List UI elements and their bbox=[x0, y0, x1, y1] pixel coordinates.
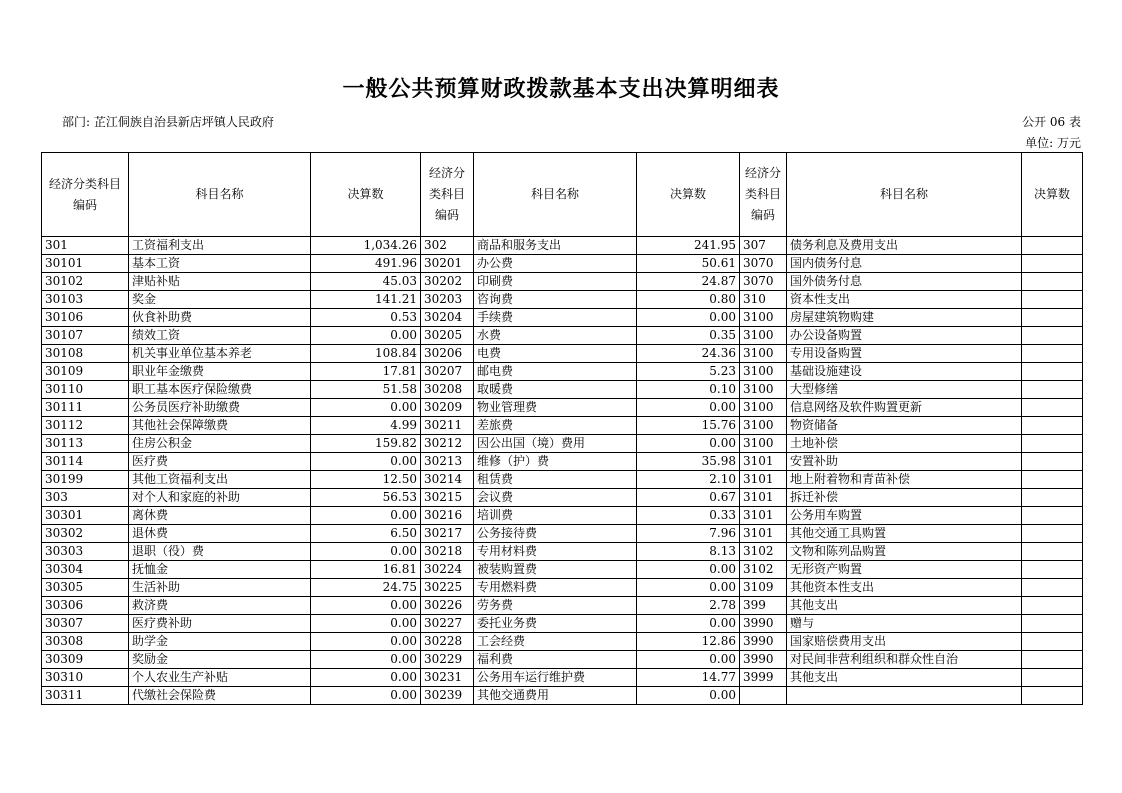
name-cell: 国外债务付息 bbox=[787, 273, 1022, 291]
name-cell: 助学金 bbox=[129, 633, 311, 651]
amount-cell: 0.00 bbox=[311, 651, 421, 669]
table-row bbox=[42, 633, 1083, 651]
amount-cell: 0.35 bbox=[637, 327, 740, 345]
amount-cell: 50.61 bbox=[637, 255, 740, 273]
table-row bbox=[42, 615, 1083, 633]
amount-cell bbox=[1022, 597, 1083, 615]
amount-cell: 2.78 bbox=[637, 597, 740, 615]
code-cell: 30207 bbox=[421, 363, 474, 381]
name-cell: 国家赔偿费用支出 bbox=[787, 633, 1022, 651]
amount-cell bbox=[1022, 435, 1083, 453]
table-header-row bbox=[42, 153, 1083, 237]
amount-cell bbox=[1022, 345, 1083, 363]
code-cell: 30227 bbox=[421, 615, 474, 633]
amount-cell: 0.53 bbox=[311, 309, 421, 327]
amount-cell: 35.98 bbox=[637, 453, 740, 471]
code-cell: 30215 bbox=[421, 489, 474, 507]
code-cell: 30239 bbox=[421, 687, 474, 705]
name-cell: 会议费 bbox=[474, 489, 637, 507]
amount-cell bbox=[1022, 453, 1083, 471]
code-cell: 30103 bbox=[42, 291, 129, 309]
table-row bbox=[42, 237, 1083, 255]
code-cell: 30228 bbox=[421, 633, 474, 651]
amount-cell: 0.10 bbox=[637, 381, 740, 399]
code-cell: 30225 bbox=[421, 579, 474, 597]
name-cell: 公务用车购置 bbox=[787, 507, 1022, 525]
name-cell: 取暖费 bbox=[474, 381, 637, 399]
name-cell: 培训费 bbox=[474, 507, 637, 525]
code-cell: 30218 bbox=[421, 543, 474, 561]
code-cell: 3100 bbox=[740, 399, 787, 417]
name-cell: 对个人和家庭的补助 bbox=[129, 489, 311, 507]
name-cell: 对民间非营利组织和群众性自治 bbox=[787, 651, 1022, 669]
name-cell: 工会经费 bbox=[474, 633, 637, 651]
code-cell: 30311 bbox=[42, 687, 129, 705]
name-cell: 其他支出 bbox=[787, 669, 1022, 687]
amount-cell: 51.58 bbox=[311, 381, 421, 399]
code-cell: 30309 bbox=[42, 651, 129, 669]
amount-cell: 0.00 bbox=[311, 669, 421, 687]
header-amount-1: 决算数 bbox=[311, 153, 421, 237]
amount-cell: 45.03 bbox=[311, 273, 421, 291]
code-cell: 3102 bbox=[740, 543, 787, 561]
table-row bbox=[42, 543, 1083, 561]
code-cell: 3070 bbox=[740, 255, 787, 273]
table-row bbox=[42, 363, 1083, 381]
amount-cell bbox=[1022, 471, 1083, 489]
code-cell: 30102 bbox=[42, 273, 129, 291]
amount-cell: 0.80 bbox=[637, 291, 740, 309]
name-cell: 赠与 bbox=[787, 615, 1022, 633]
amount-cell: 0.00 bbox=[637, 579, 740, 597]
code-cell: 3101 bbox=[740, 507, 787, 525]
code-cell: 307 bbox=[740, 237, 787, 255]
code-cell: 30213 bbox=[421, 453, 474, 471]
code-cell: 30304 bbox=[42, 561, 129, 579]
table-row bbox=[42, 399, 1083, 417]
name-cell: 个人农业生产补贴 bbox=[129, 669, 311, 687]
amount-cell: 0.00 bbox=[311, 453, 421, 471]
code-cell: 3100 bbox=[740, 417, 787, 435]
code-cell: 3990 bbox=[740, 633, 787, 651]
code-cell: 3999 bbox=[740, 669, 787, 687]
name-cell: 维修（护）费 bbox=[474, 453, 637, 471]
name-cell: 物业管理费 bbox=[474, 399, 637, 417]
name-cell: 医疗费补助 bbox=[129, 615, 311, 633]
report-title: 一般公共预算财政拨款基本支出决算明细表 bbox=[342, 76, 780, 102]
header-name-3: 科目名称 bbox=[787, 153, 1022, 237]
table-row bbox=[42, 345, 1083, 363]
name-cell: 文物和陈列品购置 bbox=[787, 543, 1022, 561]
name-cell: 水费 bbox=[474, 327, 637, 345]
amount-cell: 0.00 bbox=[311, 507, 421, 525]
amount-cell: 491.96 bbox=[311, 255, 421, 273]
name-cell: 地上附着物和青苗补偿 bbox=[787, 471, 1022, 489]
name-cell: 租赁费 bbox=[474, 471, 637, 489]
amount-cell bbox=[1022, 633, 1083, 651]
name-cell: 拆迁补偿 bbox=[787, 489, 1022, 507]
code-cell: 30224 bbox=[421, 561, 474, 579]
code-cell: 3101 bbox=[740, 489, 787, 507]
amount-cell bbox=[1022, 255, 1083, 273]
code-cell: 30212 bbox=[421, 435, 474, 453]
name-cell: 国内债务付息 bbox=[787, 255, 1022, 273]
code-cell: 30110 bbox=[42, 381, 129, 399]
name-cell: 离休费 bbox=[129, 507, 311, 525]
code-cell: 3990 bbox=[740, 615, 787, 633]
code-cell: 399 bbox=[740, 597, 787, 615]
code-cell: 30112 bbox=[42, 417, 129, 435]
name-cell: 被装购置费 bbox=[474, 561, 637, 579]
name-cell: 专用材料费 bbox=[474, 543, 637, 561]
name-cell: 委托业务费 bbox=[474, 615, 637, 633]
amount-cell: 141.21 bbox=[311, 291, 421, 309]
code-cell: 3102 bbox=[740, 561, 787, 579]
amount-cell bbox=[1022, 237, 1083, 255]
name-cell: 其他交通费用 bbox=[474, 687, 637, 705]
name-cell: 其他工资福利支出 bbox=[129, 471, 311, 489]
code-cell: 30301 bbox=[42, 507, 129, 525]
code-cell: 30216 bbox=[421, 507, 474, 525]
code-cell: 30107 bbox=[42, 327, 129, 345]
header-code-3: 经济分类科目编码 bbox=[740, 153, 787, 237]
code-cell: 30303 bbox=[42, 543, 129, 561]
name-cell: 职工基本医疗保险缴费 bbox=[129, 381, 311, 399]
name-cell: 代缴社会保险费 bbox=[129, 687, 311, 705]
name-cell: 奖励金 bbox=[129, 651, 311, 669]
code-cell: 3070 bbox=[740, 273, 787, 291]
name-cell: 电费 bbox=[474, 345, 637, 363]
code-cell: 30308 bbox=[42, 633, 129, 651]
amount-cell bbox=[1022, 579, 1083, 597]
amount-cell: 2.10 bbox=[637, 471, 740, 489]
name-cell: 其他交通工具购置 bbox=[787, 525, 1022, 543]
name-cell: 差旅费 bbox=[474, 417, 637, 435]
table-row bbox=[42, 651, 1083, 669]
table-row bbox=[42, 579, 1083, 597]
table-row bbox=[42, 417, 1083, 435]
table-row bbox=[42, 471, 1083, 489]
amount-cell bbox=[1022, 327, 1083, 345]
name-cell: 救济费 bbox=[129, 597, 311, 615]
code-cell: 30113 bbox=[42, 435, 129, 453]
table-row bbox=[42, 489, 1083, 507]
code-cell: 30203 bbox=[421, 291, 474, 309]
name-cell: 基本工资 bbox=[129, 255, 311, 273]
amount-cell: 0.00 bbox=[311, 597, 421, 615]
code-cell: 3100 bbox=[740, 345, 787, 363]
name-cell: 咨询费 bbox=[474, 291, 637, 309]
amount-cell: 56.53 bbox=[311, 489, 421, 507]
amount-cell: 5.23 bbox=[637, 363, 740, 381]
amount-cell bbox=[1022, 291, 1083, 309]
amount-cell: 0.00 bbox=[637, 435, 740, 453]
code-cell: 301 bbox=[42, 237, 129, 255]
amount-cell bbox=[1022, 273, 1083, 291]
code-cell: 30101 bbox=[42, 255, 129, 273]
amount-cell bbox=[1022, 309, 1083, 327]
header-name-2: 科目名称 bbox=[474, 153, 637, 237]
unit-label: 单位: 万元 bbox=[1025, 136, 1081, 150]
name-cell: 信息网络及软件购置更新 bbox=[787, 399, 1022, 417]
name-cell: 退职（役）费 bbox=[129, 543, 311, 561]
name-cell: 其他社会保障缴费 bbox=[129, 417, 311, 435]
amount-cell: 17.81 bbox=[311, 363, 421, 381]
code-cell: 30106 bbox=[42, 309, 129, 327]
code-cell: 3109 bbox=[740, 579, 787, 597]
name-cell: 其他资本性支出 bbox=[787, 579, 1022, 597]
amount-cell bbox=[1022, 399, 1083, 417]
code-cell: 3990 bbox=[740, 651, 787, 669]
table-row bbox=[42, 273, 1083, 291]
amount-cell: 4.99 bbox=[311, 417, 421, 435]
amount-cell bbox=[1022, 363, 1083, 381]
name-cell: 生活补助 bbox=[129, 579, 311, 597]
code-cell: 30114 bbox=[42, 453, 129, 471]
amount-cell bbox=[1022, 687, 1083, 705]
amount-cell: 159.82 bbox=[311, 435, 421, 453]
table-row bbox=[42, 327, 1083, 345]
code-cell: 30307 bbox=[42, 615, 129, 633]
amount-cell: 8.13 bbox=[637, 543, 740, 561]
name-cell: 土地补偿 bbox=[787, 435, 1022, 453]
name-cell: 公务用车运行维护费 bbox=[474, 669, 637, 687]
amount-cell: 108.84 bbox=[311, 345, 421, 363]
table-row bbox=[42, 435, 1083, 453]
name-cell: 伙食补助费 bbox=[129, 309, 311, 327]
table-body bbox=[42, 237, 1083, 705]
code-cell: 3100 bbox=[740, 381, 787, 399]
code-cell: 30209 bbox=[421, 399, 474, 417]
amount-cell bbox=[1022, 669, 1083, 687]
amount-cell: 241.95 bbox=[637, 237, 740, 255]
code-cell: 30202 bbox=[421, 273, 474, 291]
amount-cell: 16.81 bbox=[311, 561, 421, 579]
amount-cell: 7.96 bbox=[637, 525, 740, 543]
name-cell: 其他支出 bbox=[787, 597, 1022, 615]
code-cell: 3101 bbox=[740, 453, 787, 471]
code-cell: 30111 bbox=[42, 399, 129, 417]
name-cell: 工资福利支出 bbox=[129, 237, 311, 255]
name-cell: 印刷费 bbox=[474, 273, 637, 291]
amount-cell bbox=[1022, 525, 1083, 543]
code-cell: 30305 bbox=[42, 579, 129, 597]
name-cell: 机关事业单位基本养老 bbox=[129, 345, 311, 363]
amount-cell bbox=[1022, 651, 1083, 669]
code-cell: 30302 bbox=[42, 525, 129, 543]
expenditure-table bbox=[41, 152, 1083, 705]
table-row bbox=[42, 687, 1083, 705]
header-code-1: 经济分类科目编码 bbox=[42, 153, 129, 237]
name-cell: 办公设备购置 bbox=[787, 327, 1022, 345]
table-row bbox=[42, 309, 1083, 327]
department-label: 部门: 芷江侗族自治县新店坪镇人民政府 bbox=[62, 115, 274, 129]
code-cell: 30229 bbox=[421, 651, 474, 669]
name-cell: 办公费 bbox=[474, 255, 637, 273]
table-row bbox=[42, 597, 1083, 615]
name-cell: 绩效工资 bbox=[129, 327, 311, 345]
table-row bbox=[42, 507, 1083, 525]
code-cell: 30201 bbox=[421, 255, 474, 273]
name-cell: 物资储备 bbox=[787, 417, 1022, 435]
code-cell: 30199 bbox=[42, 471, 129, 489]
amount-cell: 0.00 bbox=[637, 399, 740, 417]
name-cell: 专用燃料费 bbox=[474, 579, 637, 597]
name-cell: 职业年金缴费 bbox=[129, 363, 311, 381]
code-cell: 30306 bbox=[42, 597, 129, 615]
name-cell: 邮电费 bbox=[474, 363, 637, 381]
name-cell: 手续费 bbox=[474, 309, 637, 327]
name-cell: 债务利息及费用支出 bbox=[787, 237, 1022, 255]
name-cell: 安置补助 bbox=[787, 453, 1022, 471]
code-cell: 30208 bbox=[421, 381, 474, 399]
name-cell: 退休费 bbox=[129, 525, 311, 543]
name-cell: 抚恤金 bbox=[129, 561, 311, 579]
name-cell bbox=[787, 687, 1022, 705]
amount-cell: 15.76 bbox=[637, 417, 740, 435]
amount-cell: 12.86 bbox=[637, 633, 740, 651]
name-cell: 资本性支出 bbox=[787, 291, 1022, 309]
amount-cell: 24.75 bbox=[311, 579, 421, 597]
code-cell: 30206 bbox=[421, 345, 474, 363]
code-cell: 310 bbox=[740, 291, 787, 309]
form-number: 公开 06 表 bbox=[1022, 115, 1081, 129]
name-cell: 劳务费 bbox=[474, 597, 637, 615]
code-cell: 30211 bbox=[421, 417, 474, 435]
table-row bbox=[42, 381, 1083, 399]
name-cell: 无形资产购置 bbox=[787, 561, 1022, 579]
table-row bbox=[42, 291, 1083, 309]
name-cell: 大型修缮 bbox=[787, 381, 1022, 399]
code-cell: 30108 bbox=[42, 345, 129, 363]
name-cell: 房屋建筑物购建 bbox=[787, 309, 1022, 327]
amount-cell: 0.00 bbox=[637, 561, 740, 579]
table-row bbox=[42, 255, 1083, 273]
amount-cell: 0.00 bbox=[311, 327, 421, 345]
header-amount-3: 决算数 bbox=[1022, 153, 1083, 237]
amount-cell bbox=[1022, 561, 1083, 579]
name-cell: 专用设备购置 bbox=[787, 345, 1022, 363]
table-row bbox=[42, 525, 1083, 543]
name-cell: 医疗费 bbox=[129, 453, 311, 471]
code-cell: 303 bbox=[42, 489, 129, 507]
code-cell: 30205 bbox=[421, 327, 474, 345]
amount-cell: 0.00 bbox=[311, 543, 421, 561]
amount-cell bbox=[1022, 543, 1083, 561]
code-cell: 3101 bbox=[740, 471, 787, 489]
name-cell: 基础设施建设 bbox=[787, 363, 1022, 381]
name-cell: 因公出国（境）费用 bbox=[474, 435, 637, 453]
table-row bbox=[42, 453, 1083, 471]
code-cell: 3100 bbox=[740, 435, 787, 453]
amount-cell: 24.36 bbox=[637, 345, 740, 363]
code-cell: 30310 bbox=[42, 669, 129, 687]
code-cell: 30231 bbox=[421, 669, 474, 687]
amount-cell: 0.67 bbox=[637, 489, 740, 507]
code-cell: 3100 bbox=[740, 327, 787, 345]
name-cell: 公务员医疗补助缴费 bbox=[129, 399, 311, 417]
header-amount-2: 决算数 bbox=[637, 153, 740, 237]
amount-cell: 6.50 bbox=[311, 525, 421, 543]
amount-cell: 1,034.26 bbox=[311, 237, 421, 255]
table-row bbox=[42, 561, 1083, 579]
code-cell: 3100 bbox=[740, 309, 787, 327]
amount-cell bbox=[1022, 381, 1083, 399]
amount-cell: 0.00 bbox=[637, 615, 740, 633]
code-cell: 30226 bbox=[421, 597, 474, 615]
code-cell: 302 bbox=[421, 237, 474, 255]
amount-cell: 0.00 bbox=[311, 615, 421, 633]
amount-cell: 0.00 bbox=[311, 633, 421, 651]
amount-cell: 0.00 bbox=[637, 309, 740, 327]
name-cell: 福利费 bbox=[474, 651, 637, 669]
code-cell: 3100 bbox=[740, 363, 787, 381]
code-cell: 30109 bbox=[42, 363, 129, 381]
code-cell bbox=[740, 687, 787, 705]
amount-cell bbox=[1022, 615, 1083, 633]
amount-cell bbox=[1022, 417, 1083, 435]
name-cell: 奖金 bbox=[129, 291, 311, 309]
amount-cell bbox=[1022, 507, 1083, 525]
code-cell: 30214 bbox=[421, 471, 474, 489]
amount-cell: 14.77 bbox=[637, 669, 740, 687]
amount-cell: 12.50 bbox=[311, 471, 421, 489]
code-cell: 3101 bbox=[740, 525, 787, 543]
header-name-1: 科目名称 bbox=[129, 153, 311, 237]
name-cell: 住房公积金 bbox=[129, 435, 311, 453]
name-cell: 公务接待费 bbox=[474, 525, 637, 543]
amount-cell bbox=[1022, 489, 1083, 507]
amount-cell: 0.00 bbox=[311, 687, 421, 705]
amount-cell: 0.00 bbox=[311, 399, 421, 417]
amount-cell: 0.33 bbox=[637, 507, 740, 525]
name-cell: 津贴补贴 bbox=[129, 273, 311, 291]
code-cell: 30204 bbox=[421, 309, 474, 327]
amount-cell: 0.00 bbox=[637, 687, 740, 705]
name-cell: 商品和服务支出 bbox=[474, 237, 637, 255]
code-cell: 30217 bbox=[421, 525, 474, 543]
header-code-2: 经济分类科目编码 bbox=[421, 153, 474, 237]
amount-cell: 24.87 bbox=[637, 273, 740, 291]
table-row bbox=[42, 669, 1083, 687]
amount-cell: 0.00 bbox=[637, 651, 740, 669]
